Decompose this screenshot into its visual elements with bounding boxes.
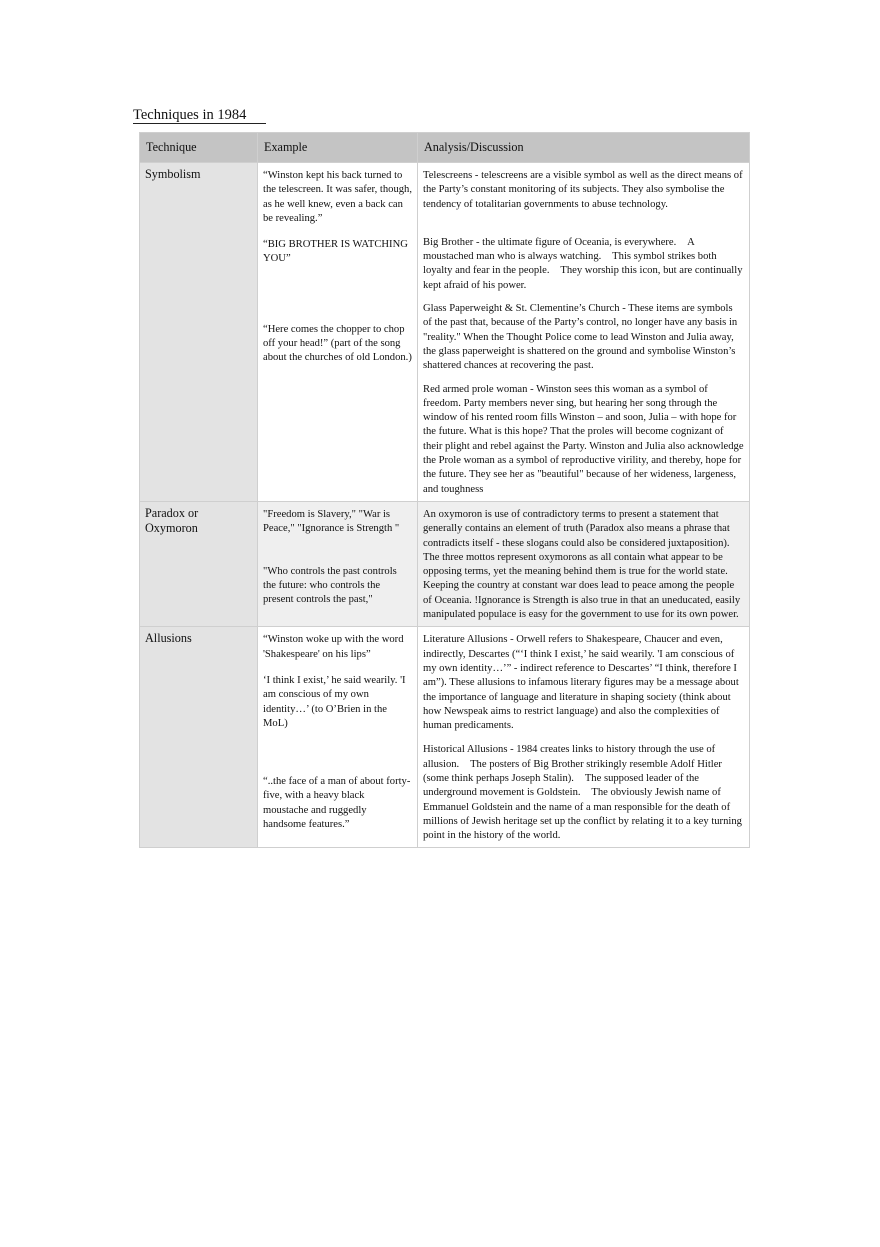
technique-cell: Paradox or Oxymoron (140, 501, 258, 626)
analysis-paragraph: An oxymoron is use of contradictory terms to present a statement that generally contains an element of truth (Paradox also means a phrase that contradicts itself - these slogans could also be considered juxtaposition). The three mottos represent oxymorons as all contain what appear to be opposing terms, yet the meaning behind them is true for the world state. Keeping the country at constant war does lead to peace among the people of Oceania. !Ignorance is Strength is also true in that an uneducated, easily manipulated populace is easy for the government to use for its own power. (423, 508, 741, 621)
analysis-cell (418, 501, 750, 626)
example-cell (258, 501, 418, 626)
analysis-paragraph: Big Brother - the ultimate figure of Oceania, is everywhere. A moustached man who is always watching. This symbol strikes both loyalty and fear in the people. They worship this icon, but are continually kept afraid of his power. (423, 236, 739, 291)
analysis-paragraph: Red armed prole woman - Winston sees this woman as a symbol of freedom. Party members never sing, but hearing her song through the window of his rented room fills Winston – and soon, Julia – with hope for the future. What is this hope? That the proles will become cognizant of their plight and rebel against the Party. Winston and Julia also acknowledge the Prole woman as a symbol of reproductive virility, and thereby, hope for the future. They see her as "beautiful" because of her wideness, largeness, and toughness (423, 383, 744, 495)
table-header-row (140, 133, 750, 163)
example-quote: “Winston woke up with the word 'Shakespeare' on his lips” (263, 634, 404, 660)
analysis-paragraph: Glass Paperweight & St. Clementine’s Church - These items are symbols of the past that, because of the Party’s control, no longer have any basis in "reality." When the Thought Police come to lead Winston and Julia away, the glass paperweight is shattered on the ground and symbolise Winston’s shattered chances at recovering the past. (423, 303, 738, 372)
analysis-paragraph: Historical Allusions - 1984 creates links to history through the use of allusion. The posters of Big Brother strikingly resemble Adolf Hitler (some think perhaps Joseph Stalin). The supposed leader of the underground movement is Goldstein. The obviously Jewish name of Emmanuel Goldstein and the name of a man responsible for the death of millions of Jewish heritage set up the conflict by relating it to a key turning point in the history of the world. (423, 744, 744, 842)
header-technique: Technique (140, 133, 258, 163)
header-analysis: Analysis/Discussion (418, 133, 750, 163)
example-cell (258, 627, 418, 848)
analysis-cell (418, 627, 750, 848)
table-row-paradox (140, 501, 750, 626)
example-quote: “Here comes the chopper to chop off your head!” (part of the song about the churches of old London.) (263, 323, 412, 364)
example-quote: “Winston kept his back turned to the telescreen. It was safer, though, as he well knew, even a back can be revealing.” (263, 170, 413, 224)
techniques-table (139, 132, 750, 848)
example-cell (258, 163, 418, 502)
page-title (133, 106, 266, 124)
example-quote: ‘I think I exist,’ he said wearily. 'I am conscious of my own identity…’ (to O’Brien in the MoL) (263, 674, 406, 729)
example-quote: “BIG BROTHER IS WATCHING YOU” (263, 239, 408, 265)
technique-cell: Allusions (140, 627, 258, 848)
example-quote: “..the face of a man of about forty-five, with a heavy black moustache and ruggedly handsome features.” (263, 776, 411, 830)
technique-cell: Symbolism (140, 163, 258, 502)
analysis-paragraph: Literature Allusions - Orwell refers to Shakespeare, Chaucer and even, indirectly, Descartes (“‘I think I exist,’ he said wearily. 'I am conscious of my own identity…’” - indirect reference to Descartes’ “I think, therefore I am”). These allusions to infamous literary figures may be a message about the importance of language and literature in shaping society (think about how Newspeak aims to restrict language) and also the complexities of human predicaments. (423, 634, 739, 732)
header-example: Example (258, 133, 418, 163)
page-title-text: Techniques in 1984 (133, 107, 266, 124)
table-row-symbolism (140, 163, 750, 502)
analysis-paragraph: Telescreens - telescreens are a visible symbol as well as the direct means of the Party’s constant monitoring of its subjects. They also symbolise the tendency of totalitarian governments to abuse technology. (423, 170, 743, 210)
example-quote: "Freedom is Slavery," "War is Peace," "Ignorance is Strength " (263, 508, 400, 535)
analysis-cell (418, 163, 750, 502)
example-quote: "Who controls the past controls the future: who controls the present controls the past," (263, 565, 397, 606)
table-row-allusions (140, 627, 750, 848)
